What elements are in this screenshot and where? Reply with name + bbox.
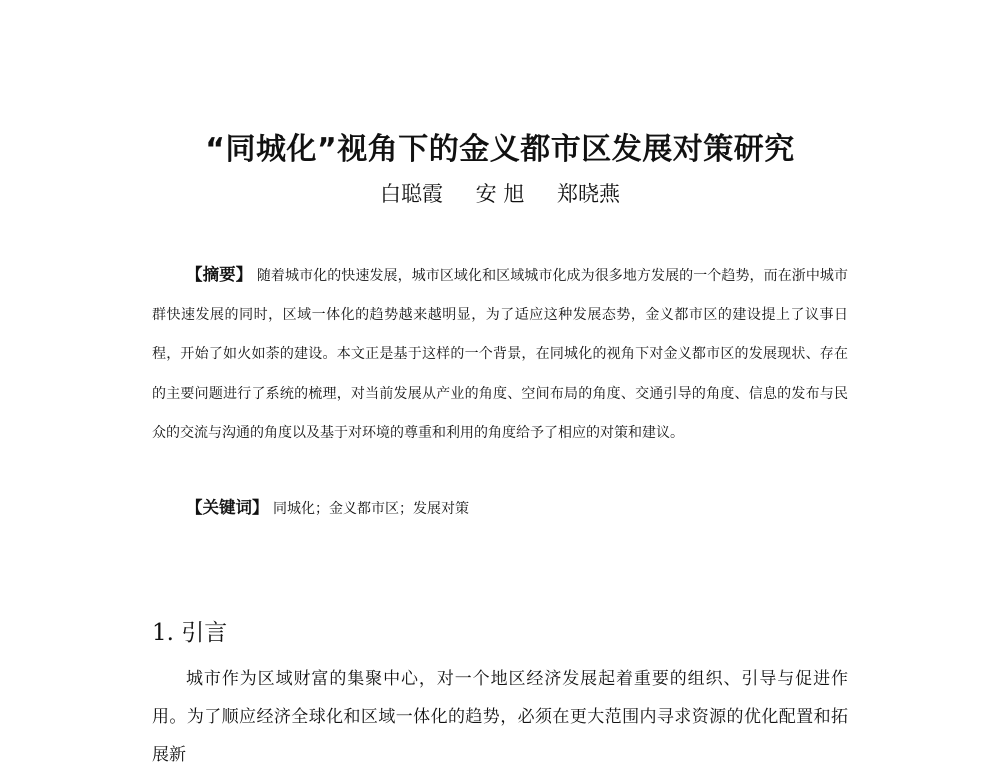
paper-title: “同城化”视角下的金义都市区发展对策研究 bbox=[205, 132, 795, 167]
abstract-label: 【摘要】 bbox=[186, 265, 253, 284]
keywords bbox=[186, 491, 846, 526]
keywords-label: 【关键词】 bbox=[186, 498, 269, 517]
section-heading: 1. 引言 bbox=[152, 620, 228, 646]
author-name: 安 旭 bbox=[475, 182, 525, 206]
author-name: 郑晓燕 bbox=[557, 182, 621, 206]
body-paragraph: 城市作为区域财富的集聚中心，对一个地区经济发展起着重要的组织、引导与促进作用。为了顺应经济全球化和区域一体化的趋势，必须在更大范围内寻求资源的优化配置和拓展新 bbox=[152, 669, 848, 765]
author-name: 白聪霞 bbox=[379, 182, 443, 206]
author-list bbox=[0, 178, 1000, 208]
abstract bbox=[152, 255, 848, 453]
keywords-text: 同城化；金义都市区；发展对策 bbox=[272, 501, 469, 517]
abstract-text: 随着城市化的快速发展，城市区域化和区域城市化成为很多地方发展的一个趋势，而在浙中城市群快速发展的同时，区域一体化的趋势越来越明显，为了适应这种发展态势，金义都市区的建设提上了议事日程，开始了如火如荼的建设。本文正是基于这样的一个背景，在同城化的视角下对金义都市区的发展现状、存在的主要问题进行了系统的梳理，对当前发展从产业的角度、空间布局的角度、交通引导的角度、信息的发布与民众的交流与沟通的角度以及基于对环境的尊重和利用的角度给予了相应的对策和建议。 bbox=[152, 268, 849, 441]
